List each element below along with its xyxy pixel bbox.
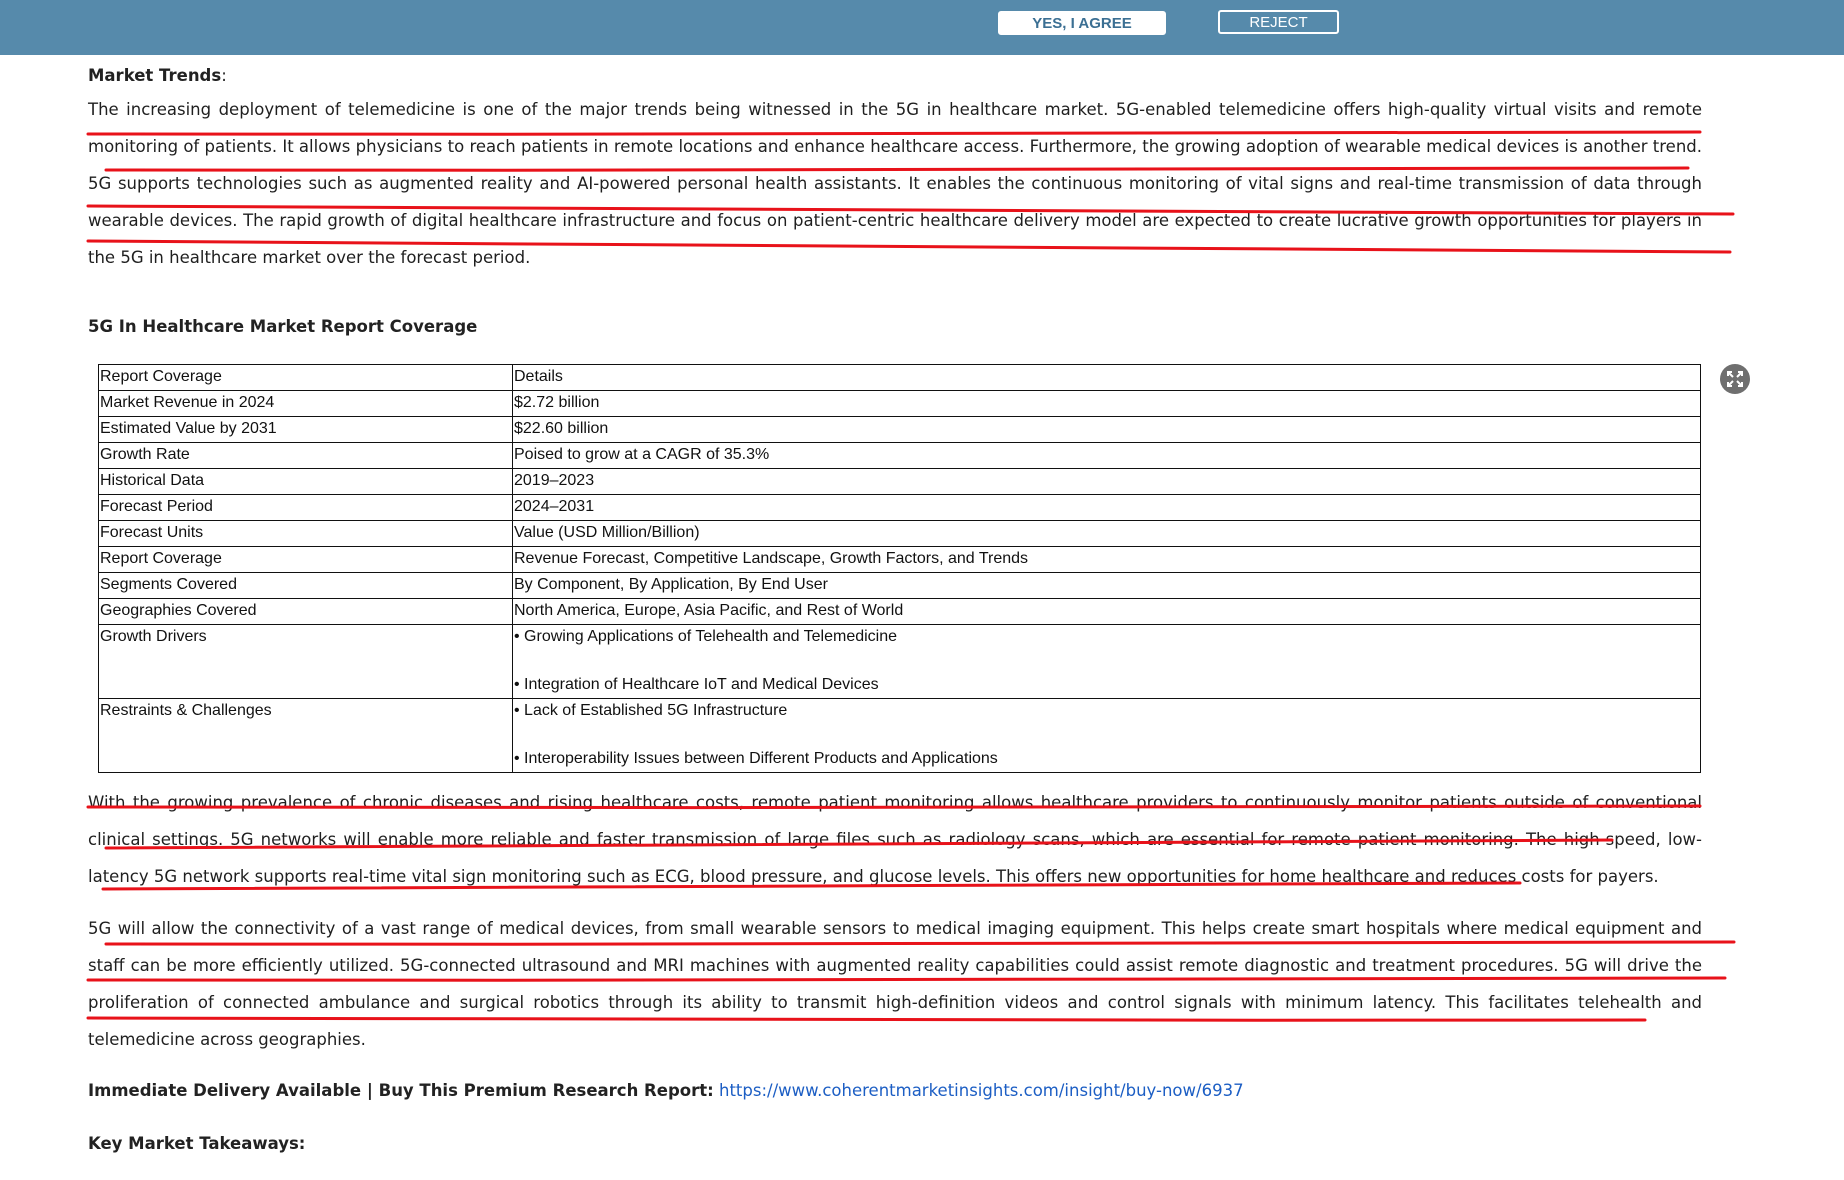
table-cell: Estimated Value by 2031 bbox=[99, 417, 513, 443]
growth-drivers-row bbox=[99, 625, 1701, 699]
market-trends-heading: Market Trends: bbox=[88, 66, 227, 85]
reject-button[interactable]: REJECT bbox=[1218, 10, 1339, 34]
bullet-item: • Lack of Established 5G Infrastructure bbox=[514, 702, 788, 719]
table-cell: Forecast Units bbox=[99, 521, 513, 547]
expand-icon bbox=[1726, 370, 1744, 388]
table-cell: Report Coverage bbox=[99, 365, 513, 391]
buy-label: Immediate Delivery Available | Buy This Premium Research Report: bbox=[88, 1081, 714, 1100]
agree-button[interactable]: YES, I AGREE bbox=[998, 11, 1166, 35]
table-cell bbox=[513, 699, 1701, 773]
table-row bbox=[99, 495, 1701, 521]
table-cell: Market Revenue in 2024 bbox=[99, 391, 513, 417]
market-trends-paragraph: The increasing deployment of telemedicine is one of the major trends being witnessed in the 5G in healthcare market. 5G-enabled telemedicine offers high-quality virtual visits and remote monitoring of patients. It allows physicians to reach patients in remote locations and enhance healthcare access. Furthermore, the growing adoption of wearable medical devices is another trend. 5G supports technologies such as augmented reality and AI-powered personal health assistants. It enables the continuous monitoring of vital signs and real-time transmission of data through wearable devices. The rapid growth of digital healthcare infrastructure and focus on patient-centric healthcare delivery model are expected to create lucrative growth opportunities for players in the 5G in healthcare market over the forecast period. bbox=[88, 100, 1702, 267]
table-header-row bbox=[99, 365, 1701, 391]
report-coverage-table bbox=[98, 364, 1701, 773]
buy-line bbox=[88, 1081, 1244, 1100]
buy-link[interactable]: https://www.coherentmarketinsights.com/insight/buy-now/6937 bbox=[718, 1081, 1244, 1100]
table-cell: 2024–2031 bbox=[513, 495, 1701, 521]
bullet-item: • Integration of Healthcare IoT and Medical Devices bbox=[514, 676, 879, 693]
table-row bbox=[99, 391, 1701, 417]
table-cell: $2.72 billion bbox=[513, 391, 1701, 417]
bullet-item: • Interoperability Issues between Different Products and Applications bbox=[514, 750, 998, 767]
table-row bbox=[99, 599, 1701, 625]
medical-devices-paragraph: 5G will allow the connectivity of a vast range of medical devices, from small wearable sensors to medical imaging equipment. This helps create smart hospitals where medical equipment and staff can be more efficiently utilized. 5G-connected ultrasound and MRI machines with augmented reality capabilities could assist remote diagnostic and treatment procedures. 5G will drive the proliferation of connected ambulance and surgical robotics through its ability to transmit high-definition videos and control signals with minimum latency. This facilitates telehealth and telemedicine across geographies. bbox=[88, 919, 1702, 1049]
table-cell: By Component, By Application, By End User bbox=[513, 573, 1701, 599]
table-cell: Value (USD Million/Billion) bbox=[513, 521, 1701, 547]
coverage-heading: 5G In Healthcare Market Report Coverage bbox=[88, 317, 478, 336]
table-row bbox=[99, 417, 1701, 443]
table-row bbox=[99, 547, 1701, 573]
table-row bbox=[99, 521, 1701, 547]
expand-table-button[interactable] bbox=[1720, 364, 1750, 394]
table-cell bbox=[513, 625, 1701, 699]
table-cell: Restraints & Challenges bbox=[99, 699, 513, 773]
table-row bbox=[99, 469, 1701, 495]
table-cell: $22.60 billion bbox=[513, 417, 1701, 443]
cookie-consent-bar bbox=[0, 0, 1844, 55]
remote-monitoring-paragraph: With the growing prevalence of chronic diseases and rising healthcare costs, remote patient monitoring allows healthcare providers to continuously monitor patients outside of conventional clinical settings. 5G networks will enable more reliable and faster transmission of large files such as radiology scans, which are essential for remote patient monitoring. The high-speed, low-latency 5G network supports real-time vital sign monitoring such as ECG, blood pressure, and glucose levels. This offers new opportunities for home healthcare and reduces costs for payers. bbox=[88, 793, 1702, 886]
table-cell: Forecast Period bbox=[99, 495, 513, 521]
table-cell: 2019–2023 bbox=[513, 469, 1701, 495]
restraints-row bbox=[99, 699, 1701, 773]
bullet-item: • Growing Applications of Telehealth and Telemedicine bbox=[514, 628, 898, 645]
table-cell: Growth Rate bbox=[99, 443, 513, 469]
table-cell: Historical Data bbox=[99, 469, 513, 495]
table-row bbox=[99, 573, 1701, 599]
table-cell: Poised to grow at a CAGR of 35.3% bbox=[513, 443, 1701, 469]
table-cell: Segments Covered bbox=[99, 573, 513, 599]
takeaways-heading: Key Market Takeaways: bbox=[88, 1134, 306, 1153]
table-cell: Report Coverage bbox=[99, 547, 513, 573]
table-cell: Details bbox=[513, 365, 1701, 391]
table-cell: Growth Drivers bbox=[99, 625, 513, 699]
table-row bbox=[99, 443, 1701, 469]
table-cell: Geographies Covered bbox=[99, 599, 513, 625]
table-cell: Revenue Forecast, Competitive Landscape, Growth Factors, and Trends bbox=[513, 547, 1701, 573]
table-cell: North America, Europe, Asia Pacific, and Rest of World bbox=[513, 599, 1701, 625]
